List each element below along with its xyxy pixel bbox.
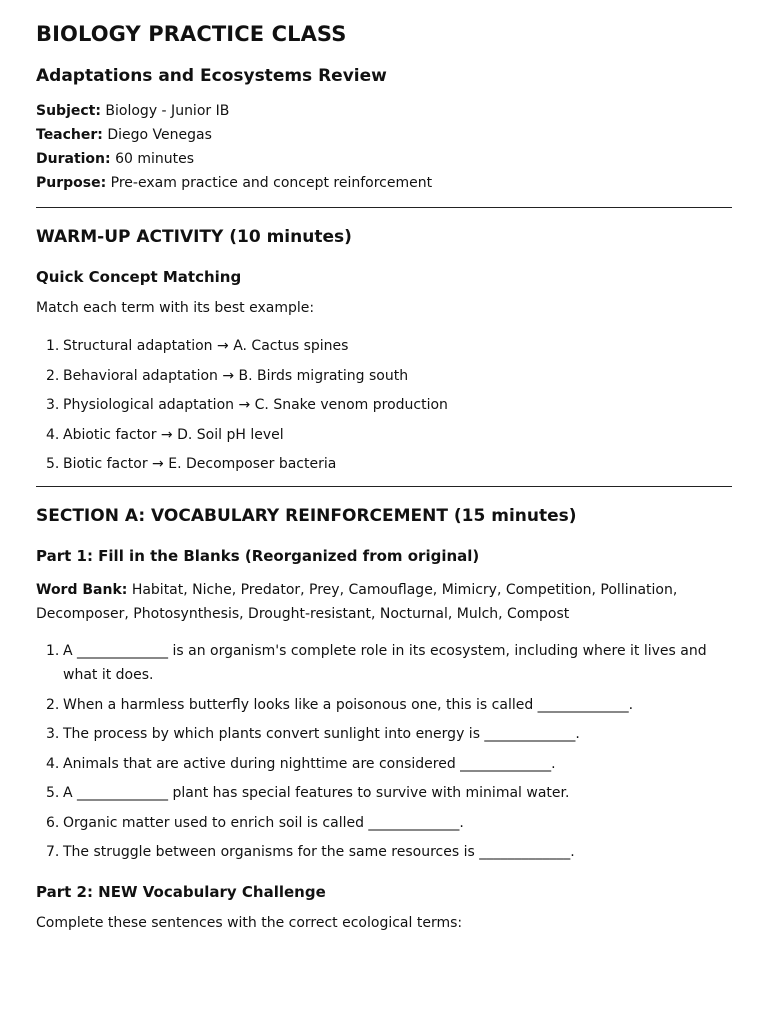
- meta-teacher: Teacher: Diego Venegas: [36, 127, 212, 143]
- warmup-heading: WARM-UP ACTIVITY (10 minutes): [36, 227, 352, 247]
- list-item: 3. The process by which plants convert sunlight into energy is _____________.: [46, 726, 580, 742]
- part2-instruction: Complete these sentences with the correct ecological terms:: [36, 915, 463, 931]
- list-item: 7. The struggle between organisms for the same resources is _____________.: [46, 844, 575, 860]
- divider: [36, 486, 732, 487]
- word-bank-label: Word Bank:: [36, 582, 128, 598]
- matching-list: [36, 334, 732, 476]
- page-subtitle: Adaptations and Ecosystems Review: [36, 66, 387, 86]
- meta-duration: Duration: 60 minutes: [36, 151, 195, 167]
- class-info: [36, 99, 732, 195]
- part1-heading: Part 1: Fill in the Blanks (Reorganized from original): [36, 547, 480, 565]
- list-item: 2. When a harmless butterfly looks like a poisonous one, this is called _____________.: [46, 696, 634, 713]
- list-item: 6. Organic matter used to enrich soil is called _____________.: [46, 814, 464, 831]
- list-item: 2. Behavioral adaptation → B. Birds migrating south: [46, 367, 409, 384]
- section-a-heading: SECTION A: VOCABULARY REINFORCEMENT (15 minutes): [36, 506, 577, 526]
- part2-heading: Part 2: NEW Vocabulary Challenge: [36, 883, 326, 901]
- warmup-instruction: Match each term with its best example:: [36, 300, 315, 316]
- word-bank-terms: Habitat, Niche, Predator, Prey, Camouflage, Mimicry, Competition, Pollination, Decomposer, Photosynthesis, Drought-resistant, Nocturnal, Mulch, Compost: [36, 582, 678, 622]
- list-item: 5. Biotic factor → E. Decomposer bacteria: [46, 456, 337, 472]
- list-item: 1. Structural adaptation → A. Cactus spines: [46, 338, 349, 354]
- word-bank: [36, 578, 732, 626]
- warmup-subheading: Quick Concept Matching: [36, 268, 242, 286]
- meta-purpose: Purpose: Pre-exam practice and concept reinforcement: [36, 175, 433, 191]
- list-item: 4. Animals that are active during nighttime are considered _____________.: [46, 755, 556, 772]
- list-item: 5. A _____________ plant has special features to survive with minimal water.: [46, 785, 570, 801]
- list-item: 4. Abiotic factor → D. Soil pH level: [46, 426, 284, 443]
- list-item: 1. A _____________ is an organism's complete role in its ecosystem, including where it lives and what it does.: [46, 643, 707, 683]
- list-item: 3. Physiological adaptation → C. Snake venom production: [46, 397, 448, 413]
- page-title: BIOLOGY PRACTICE CLASS: [36, 22, 347, 46]
- meta-subject: Subject: Biology - Junior IB: [36, 103, 230, 119]
- fill-blanks-list: [36, 639, 732, 864]
- divider: [36, 207, 732, 208]
